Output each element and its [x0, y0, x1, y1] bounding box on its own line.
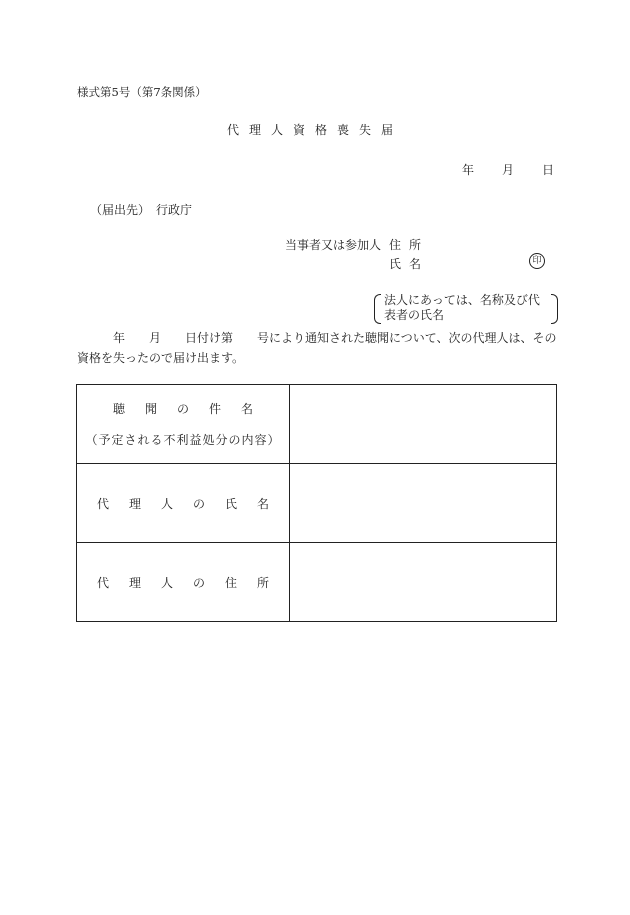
hearing-subject-value[interactable] [290, 385, 557, 464]
agent-address-value[interactable] [290, 543, 557, 622]
bracket-right [551, 294, 558, 324]
agent-address-label-cell [77, 543, 290, 622]
agent-name-label: 代理人の氏名 [96, 496, 289, 511]
agent-address-label: 代理人の住所 [96, 575, 289, 590]
agent-name-label-cell [77, 464, 290, 543]
info-table [76, 384, 557, 622]
hearing-subject-sublabel: （予定される不利益処分の内容） [85, 433, 281, 447]
hearing-subject-label: 聴聞の件名 [112, 402, 273, 416]
date-line [462, 161, 554, 178]
date-month: 月 [502, 163, 515, 177]
table-row [77, 543, 557, 622]
form-number: 様式第5号（第7条関係） [77, 85, 207, 99]
addressee: （届出先） 行政庁 [90, 203, 193, 217]
seal-icon: 印 [529, 253, 545, 269]
table-row [77, 464, 557, 543]
agent-name-value[interactable] [290, 464, 557, 543]
date-year: 年 [462, 163, 475, 177]
applicant-role-label: 当事者又は参加人 [285, 238, 382, 252]
address-label: 住所 [389, 238, 430, 252]
table-row [77, 385, 557, 464]
corporate-note-text: 法人にあっては、名称及び代表者の氏名 [384, 293, 540, 322]
date-day: 日 [542, 163, 555, 177]
body-text: 年 月 日付け第 号により通知された聴聞について、次の代理人は、その資格を失ったので届け出ます。 [77, 331, 557, 365]
form-title: 代理人資格喪失届 [227, 123, 404, 137]
hearing-subject-label-cell [77, 385, 290, 464]
name-label: 氏名 [389, 257, 430, 271]
corporate-note [374, 293, 558, 323]
bracket-left [374, 294, 381, 324]
